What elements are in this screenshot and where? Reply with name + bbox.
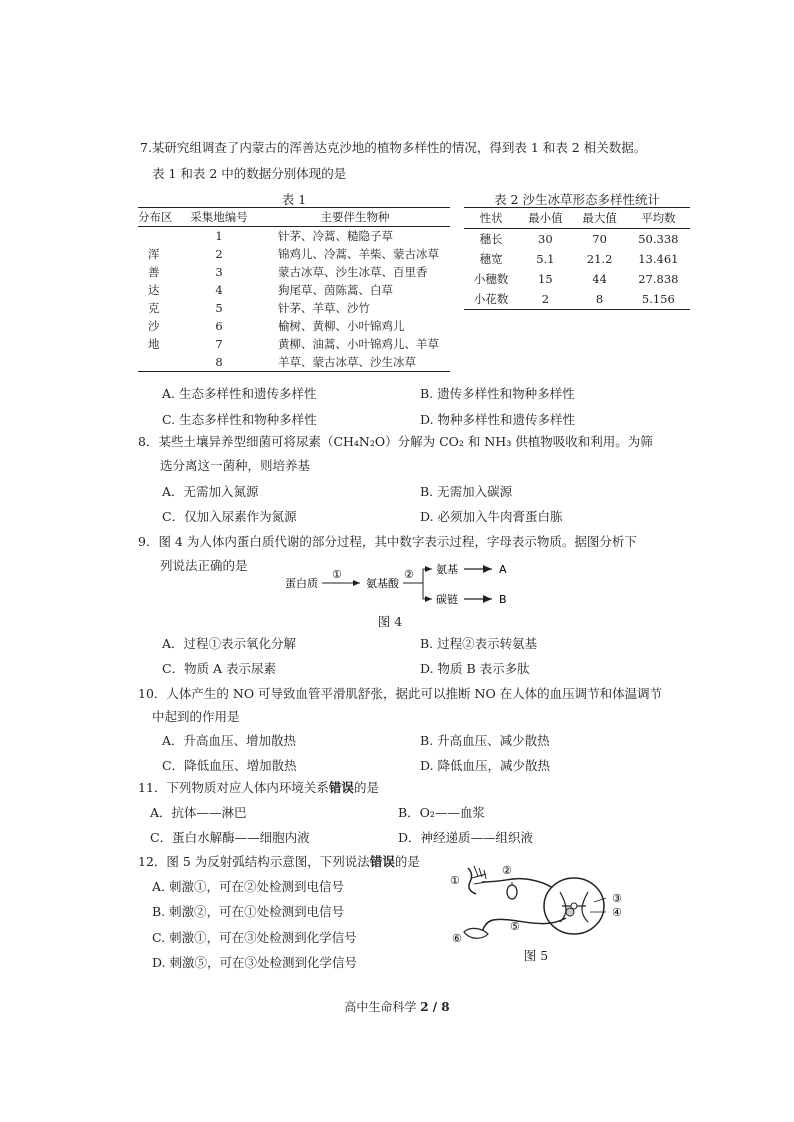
q10-option-a[interactable]: A．升高血压、增加散热 bbox=[162, 733, 297, 748]
site-number: 2 bbox=[215, 247, 223, 261]
table-cell: 小穗数 bbox=[473, 272, 509, 286]
table-row bbox=[138, 281, 450, 299]
table2-header: 最小值 bbox=[528, 211, 563, 225]
species-cell: 黄柳、油蒿、小叶锦鸡儿、羊草 bbox=[278, 337, 439, 351]
q10-option-c[interactable]: C．降低血压、增加散热 bbox=[162, 758, 297, 773]
dorsal-root-ganglion bbox=[507, 885, 517, 899]
table-row bbox=[138, 245, 450, 263]
table-cell: 8 bbox=[595, 292, 604, 306]
q9-option-c[interactable]: C．物质 A 表示尿素 bbox=[162, 661, 277, 676]
table-cell: 穗宽 bbox=[479, 252, 503, 266]
q9-option-a[interactable]: A．过程①表示氧化分解 bbox=[162, 636, 297, 651]
table-cell: 5.1 bbox=[536, 252, 555, 266]
region-char: 沙 bbox=[148, 319, 160, 333]
table1-header: 采集地编号 bbox=[190, 210, 248, 224]
table-cell: 15 bbox=[538, 272, 553, 286]
q10-option-d[interactable]: D. 降低血压，减少散热 bbox=[420, 758, 551, 773]
table2-header: 最大值 bbox=[582, 211, 617, 225]
site-number: 6 bbox=[215, 319, 223, 333]
q11-option-d[interactable]: D．神经递质——组织液 bbox=[398, 830, 534, 845]
table-cell: 44 bbox=[592, 272, 607, 286]
q8-option-d[interactable]: D. 必须加入牛肉膏蛋白胨 bbox=[420, 509, 563, 524]
table2-caption: 表 2 沙生冰草形态多样性统计 bbox=[494, 192, 660, 207]
interneuron bbox=[566, 908, 574, 916]
table1-header: 主要伴生物种 bbox=[320, 210, 390, 224]
q12-stem-text-end: 的是 bbox=[394, 854, 420, 869]
region-char: 达 bbox=[148, 283, 160, 297]
fig4-amino-group-label: 氨基 bbox=[436, 563, 458, 576]
q7-stem-line2: 表 1 和表 2 中的数据分别体现的是 bbox=[152, 166, 347, 181]
fig5-label-2: ② bbox=[502, 864, 512, 877]
q9-option-b[interactable]: B. 过程②表示转氨基 bbox=[420, 636, 538, 651]
fig5-label-1: ① bbox=[450, 874, 460, 887]
q12-stem bbox=[138, 852, 420, 870]
q11-option-c[interactable]: C．蛋白水解酶——细胞内液 bbox=[150, 830, 310, 845]
q8-stem-line1: 8．某些土壤异养型细菌可将尿素（CH₄N₂O）分解为 CO₂ 和 NH₃ 供植物吸收和利用。为筛 bbox=[138, 434, 653, 449]
table-row bbox=[138, 299, 450, 317]
q8-stem-line2: 选分离这一菌种，则培养基 bbox=[160, 458, 311, 473]
table-cell: 21.2 bbox=[586, 252, 613, 266]
table1-header: 分布区 bbox=[138, 210, 173, 224]
fig5-label-6: ⑥ bbox=[452, 932, 462, 945]
q7-option-c[interactable]: C. 生态多样性和物种多样性 bbox=[162, 412, 317, 427]
species-cell: 蒙古冰草、沙生冰草、百里香 bbox=[278, 265, 428, 279]
region-char: 克 bbox=[148, 301, 160, 315]
fig4-product-a: A bbox=[499, 563, 507, 576]
table2-header: 性状 bbox=[479, 211, 503, 225]
table-row bbox=[464, 249, 690, 269]
region-char: 善 bbox=[148, 265, 160, 279]
table-cell: 5.156 bbox=[641, 292, 675, 306]
fig5-label-3: ③ bbox=[612, 892, 622, 905]
footer-page-number: 2 / 8 bbox=[420, 1000, 450, 1014]
table1-header-row bbox=[138, 208, 450, 227]
q7-option-b[interactable]: B. 遗传多样性和物种多样性 bbox=[420, 386, 575, 401]
q9-stem-line1: 9．图 4 为人体内蛋白质代谢的部分过程，其中数字表示过程，字母表示物质。据图分析下 bbox=[138, 534, 637, 549]
table-cell: 13.461 bbox=[638, 252, 679, 266]
fig5-label-4: ④ bbox=[612, 906, 622, 919]
q10-option-b[interactable]: B. 升高血压、减少散热 bbox=[420, 733, 550, 748]
table-row bbox=[464, 229, 690, 250]
fig4-step1: ① bbox=[332, 568, 342, 581]
region-char: 浑 bbox=[148, 247, 160, 261]
q12-option-c[interactable]: C. 刺激①，可在③处检测到化学信号 bbox=[152, 930, 357, 945]
site-number: 4 bbox=[215, 283, 223, 297]
q12-stem-emphasis: 错误 bbox=[369, 854, 395, 869]
q11-option-a[interactable]: A．抗体——淋巴 bbox=[150, 805, 247, 820]
fig4-amino-acid-label: 氨基酸 bbox=[366, 577, 399, 590]
fig4-step2: ② bbox=[404, 568, 414, 581]
species-cell: 榆树、黄柳、小叶锦鸡儿 bbox=[278, 319, 405, 333]
fig4-product-b: B bbox=[499, 593, 507, 606]
q11-stem-text-end: 的是 bbox=[353, 780, 379, 795]
table-row bbox=[138, 353, 450, 372]
q11-option-b[interactable]: B．O₂——血浆 bbox=[398, 805, 485, 820]
table-row bbox=[138, 263, 450, 281]
q11-stem bbox=[138, 778, 379, 796]
fig5-label-5: ⑤ bbox=[510, 920, 520, 933]
figure-5-reflex-arc bbox=[448, 862, 638, 948]
q12-option-b[interactable]: B. 刺激②，可在①处检测到电信号 bbox=[152, 904, 345, 919]
site-number: 3 bbox=[215, 265, 223, 279]
species-cell: 狗尾草、茵陈蒿、白草 bbox=[278, 283, 393, 297]
q9-stem-line2: 列说法正确的是 bbox=[160, 558, 248, 573]
species-cell: 锦鸡儿、冷蒿、羊柴、蒙古冰草 bbox=[278, 247, 439, 261]
table-cell: 小花数 bbox=[473, 292, 509, 306]
table-row bbox=[138, 227, 450, 246]
table-cell: 穗长 bbox=[479, 232, 503, 246]
table2 bbox=[464, 208, 690, 310]
figure-5-caption: 图 5 bbox=[523, 948, 549, 963]
effector-muscle bbox=[464, 928, 488, 938]
region-char: 地 bbox=[148, 337, 160, 351]
q12-stem-text: 12．图 5 为反射弧结构示意图，下列说法 bbox=[138, 854, 370, 869]
q10-stem-line2: 中起到的作用是 bbox=[152, 709, 240, 724]
table-cell: 30 bbox=[538, 232, 553, 246]
table-row bbox=[138, 317, 450, 335]
table-cell: 2 bbox=[541, 292, 550, 306]
receptor-skin bbox=[468, 868, 476, 894]
table-row bbox=[464, 269, 690, 289]
site-number: 7 bbox=[215, 337, 223, 351]
table2-header: 平均数 bbox=[641, 211, 676, 225]
species-cell: 羊草、蒙古冰草、沙生冰草 bbox=[278, 355, 416, 369]
species-cell: 针茅、羊草、沙竹 bbox=[278, 301, 370, 315]
species-cell: 针茅、冷蒿、糙隐子草 bbox=[278, 229, 393, 243]
table-cell: 70 bbox=[592, 232, 607, 246]
q12-option-a[interactable]: A. 刺激①，可在②处检测到电信号 bbox=[152, 879, 344, 894]
site-number: 1 bbox=[215, 229, 223, 243]
table2-header-row bbox=[464, 208, 690, 229]
q8-option-b[interactable]: B. 无需加入碳源 bbox=[420, 484, 513, 499]
figure-4-protein-metabolism bbox=[280, 560, 520, 610]
q10-stem-line1: 10．人体产生的 NO 可导致血管平滑肌舒张，据此可以推断 NO 在人体的血压调节和体温调节 bbox=[138, 686, 663, 701]
q7-option-d[interactable]: D. 物种多样性和遗传多样性 bbox=[420, 412, 576, 427]
site-number: 8 bbox=[215, 355, 223, 369]
q8-option-a[interactable]: A．无需加入氮源 bbox=[162, 484, 259, 499]
table-row bbox=[464, 289, 690, 310]
table-row bbox=[138, 335, 450, 353]
q7-option-a[interactable]: A. 生态多样性和遗传多样性 bbox=[162, 386, 317, 401]
table-cell: 50.338 bbox=[638, 232, 679, 246]
site-number: 5 bbox=[215, 301, 223, 315]
q12-option-d[interactable]: D. 刺激⑤，可在③处检测到化学信号 bbox=[152, 955, 358, 970]
q7-stem-line1: 7.某研究组调查了内蒙古的浑善达克沙地的植物多样性的情况，得到表 1 和表 2 相关数据。 bbox=[140, 140, 647, 155]
table-cell: 27.838 bbox=[638, 272, 679, 286]
fig4-protein-label: 蛋白质 bbox=[285, 577, 318, 590]
q11-stem-text: 11．下列物质对应人体内环境关系 bbox=[138, 780, 329, 795]
fig4-carbon-chain-label: 碳链 bbox=[436, 593, 458, 606]
q11-stem-emphasis: 错误 bbox=[328, 780, 354, 795]
figure-4-caption: 图 4 bbox=[377, 614, 403, 629]
q9-option-d[interactable]: D. 物质 B 表示多肽 bbox=[420, 661, 530, 676]
table1-caption: 表 1 bbox=[281, 192, 307, 207]
page-footer bbox=[0, 998, 794, 1015]
footer-subject: 高中生命科学 bbox=[344, 1000, 421, 1014]
q8-option-c[interactable]: C．仅加入尿素作为氮源 bbox=[162, 509, 297, 524]
table1 bbox=[138, 208, 450, 372]
